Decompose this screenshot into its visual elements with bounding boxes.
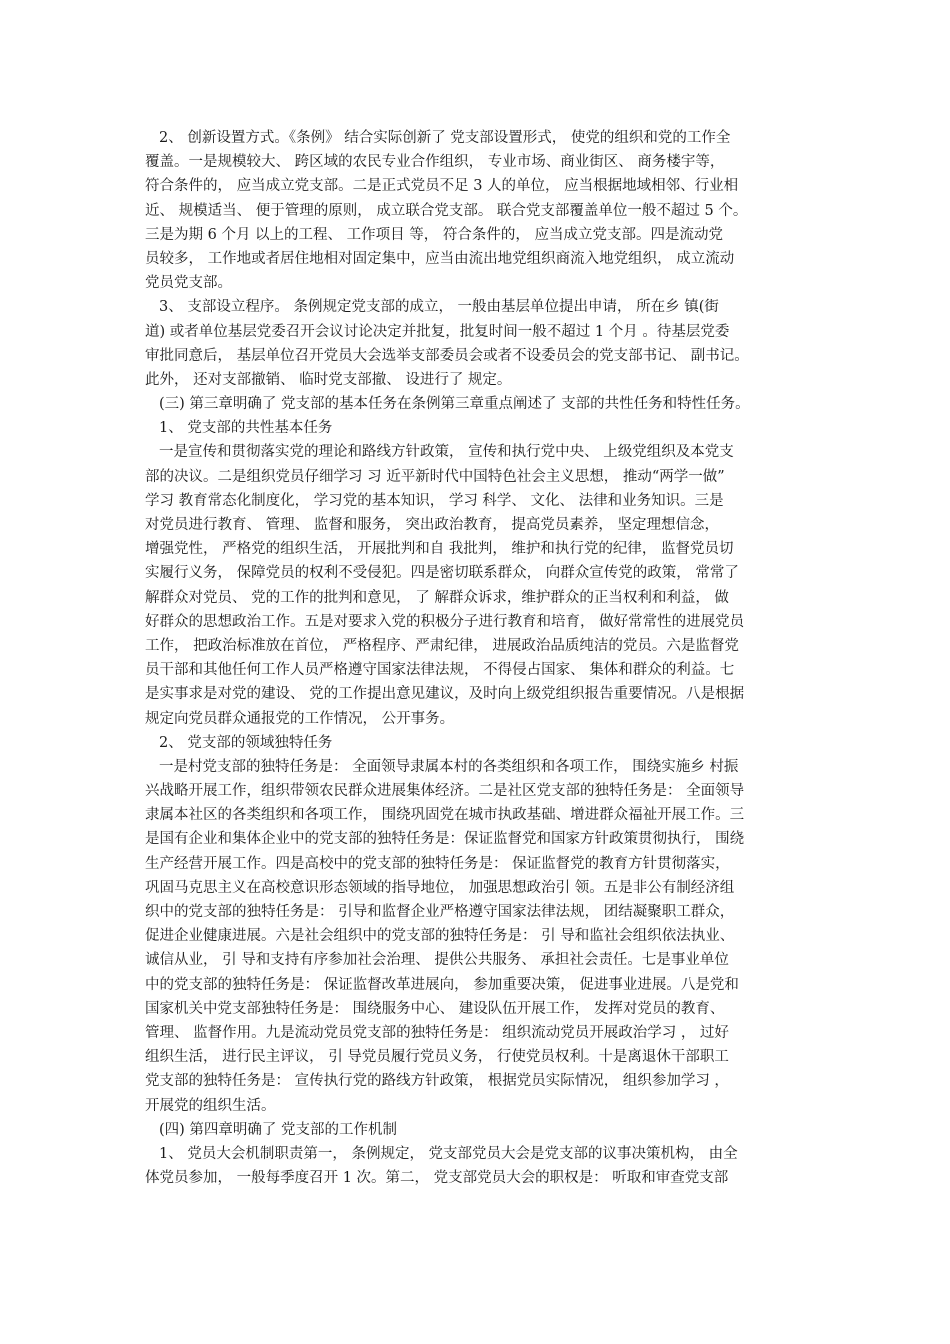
- text-line: 诚信从业， 引 导和支持有序参加社会治理、 提供公共服务、 承担社会责任。七是事业单位: [145, 952, 729, 969]
- text-line: 国家机关中党支部独特任务是： 围绕服务中心、 建设队伍开展工作， 发挥对党员的教育、: [145, 1000, 725, 1017]
- text-line: 组织生活， 进行民主评议， 引 导党员履行党员义务， 行使党员权利。十是离退休干部职工: [145, 1049, 729, 1066]
- text-line: 体党员参加， 一般每季度召开 1 次。第二， 党支部党员大会的职权是： 听取和审查党支部: [145, 1170, 729, 1187]
- text-line: 部的决议。二是组织党员仔细学习 习 近平新时代中国特色社会主义思想， 推动“两学一做”: [145, 468, 725, 485]
- text-line: 好群众的思想政治工作。五是对要求入党的积极分子进行教育和培育， 做好常常性的进展党员: [145, 613, 745, 630]
- text-line: 3、 支部设立程序。 条例规定党支部的成立， 一般由基层单位提出申请， 所在乡 镇(街: [159, 299, 719, 316]
- text-line: 一是宣传和贯彻落实党的理论和路线方针政策， 宣传和执行党中央、 上级党组织及本党支: [159, 444, 734, 461]
- text-line: 兴战略开展工作，组织带领农民群众进展集体经济。二是社区党支部的独特任务是： 全面领导: [145, 783, 745, 800]
- text-line: 规定向党员群众通报党的工作情况， 公开事务。: [145, 710, 455, 727]
- text-line: 员干部和其他任何工作人员严格遵守国家法律法规， 不得侵占国家、 集体和群众的利益。七: [145, 662, 735, 679]
- text-line: 管理、 监督作用。九是流动党员党支部的独特任务是： 组织流动党员开展政治学习 ， 过好: [145, 1024, 729, 1041]
- text-line: 织中的党支部的独特任务是： 引导和监督企业严格遵守国家法律法规， 团结凝聚职工群众，: [145, 904, 735, 920]
- text-line: (四) 第四章明确了 党支部的工作机制: [159, 1121, 398, 1138]
- text-line: 促进企业健康进展。六是社会组织中的党支部的独特任务是： 引 导和监社会组织依法执业、: [145, 928, 735, 945]
- text-line: 中的党支部的独特任务是： 保证监督改革进展向， 参加重要决策， 促进事业进展。八是党和: [145, 976, 739, 993]
- text-line: 1、 党支部的共性基本任务: [159, 420, 333, 437]
- text-line: 员较多， 工作地或者居住地相对固定集中，应当由流出地党组织商流入地党组织， 成立流动: [145, 250, 735, 267]
- text-line: 党员党支部。: [145, 275, 232, 292]
- text-line: 此外， 还对支部撤销、 临时党支部撤、 设进行了 规定。: [145, 371, 512, 388]
- text-line: 1、 党员大会机制职责第一， 条例规定， 党支部党员大会是党支部的议事决策机构， 由全: [159, 1145, 738, 1162]
- text-line: 实履行义务， 保障党员的权利不受侵犯。四是密切联系群众， 向群众宣传党的政策， 常常了: [145, 565, 739, 582]
- text-line: 一是村党支部的独特任务是： 全面领导隶属本村的各类组织和各项工作， 围绕实施乡 村振: [159, 758, 739, 775]
- text-line: 覆盖。一是规模较大、 跨区域的农民专业合作组织， 专业市场、商业街区、 商务楼宇等，: [145, 154, 725, 171]
- text-line: 道) 或者单位基层党委召开会议讨论决定并批复，批复时间一般不超过 1 个月 。待基层党委: [145, 323, 730, 340]
- document-body: [145, 126, 817, 1190]
- text-line: 2、 创新设置方式。《条例》 结合实际创新了 党支部设置形式， 使党的组织和党的工作全: [159, 130, 731, 146]
- text-line: 对党员进行教育、 管理、 监督和服务， 突出政治教育， 提高党员素养， 坚定理想信念，: [145, 517, 720, 533]
- text-line: 符合条件的， 应当成立党支部。二是正式党员不足 3 人的单位， 应当根据地域相邻、行业相: [145, 178, 739, 195]
- text-line: 是国有企业和集体企业中的党支部的独特任务是：保证监督党和国家方针政策贯彻执行， 围绕: [145, 831, 745, 848]
- text-line: 是实事求是对党的建设、 党的工作提出意见建议，及时向上级党组织报告重要情况。八是根据: [145, 686, 745, 703]
- text-line: 巩固马克思主义在高校意识形态领域的指导地位， 加强思想政治引 领。五是非公有制经济组: [145, 879, 735, 896]
- text-line: 增强党性， 严格党的组织生活， 开展批判和自 我批判， 维护和执行党的纪律， 监督党员切: [145, 541, 734, 558]
- text-line: 三是为期 6 个月 以上的工程、 工作项目 等， 符合条件的， 应当成立党支部。四是流动党: [145, 226, 723, 243]
- text-line: 生产经营开展工作。四是高校中的党支部的独特任务是： 保证监督党的教育方针贯彻落实，: [145, 855, 730, 872]
- text-line: 党支部的独特任务是： 宣传执行党的路线方针政策， 根据党员实际情况， 组织参加学习 ，: [145, 1073, 729, 1090]
- text-line: 学习 教育常态化制度化， 学习党的基本知识， 学习 科学、 文化、 法律和业务知识。三是: [145, 492, 724, 509]
- text-line: 近、 规模适当、 便于管理的原则， 成立联合党支部。 联合党支部覆盖单位一般不超过 5 个。: [145, 202, 748, 219]
- text-line: 开展党的组织生活。: [145, 1097, 276, 1114]
- text-line: (三) 第三章明确了 党支部的基本任务在条例第三章重点阐述了 支部的共性任务和特性任务。: [159, 396, 750, 413]
- text-line: 隶属本社区的各类组织和各项工作， 围绕巩固党在城市执政基础、增进群众福祉开展工作。三: [145, 807, 745, 824]
- text-line: 解群众对党员、 党的工作的批判和意见， 了 解群众诉求，维护群众的正当权利和利益， 做: [145, 589, 729, 606]
- text-line: 审批同意后， 基层单位召开党员大会选举支部委员会或者不设委员会的党支部书记、 副书记。: [145, 347, 749, 364]
- text-line: 工作， 把政治标准放在首位， 严格程序、严肃纪律， 进展政治品质纯洁的党员。六是监督党: [145, 637, 739, 654]
- text-line: 2、 党支部的领域独特任务: [159, 734, 333, 751]
